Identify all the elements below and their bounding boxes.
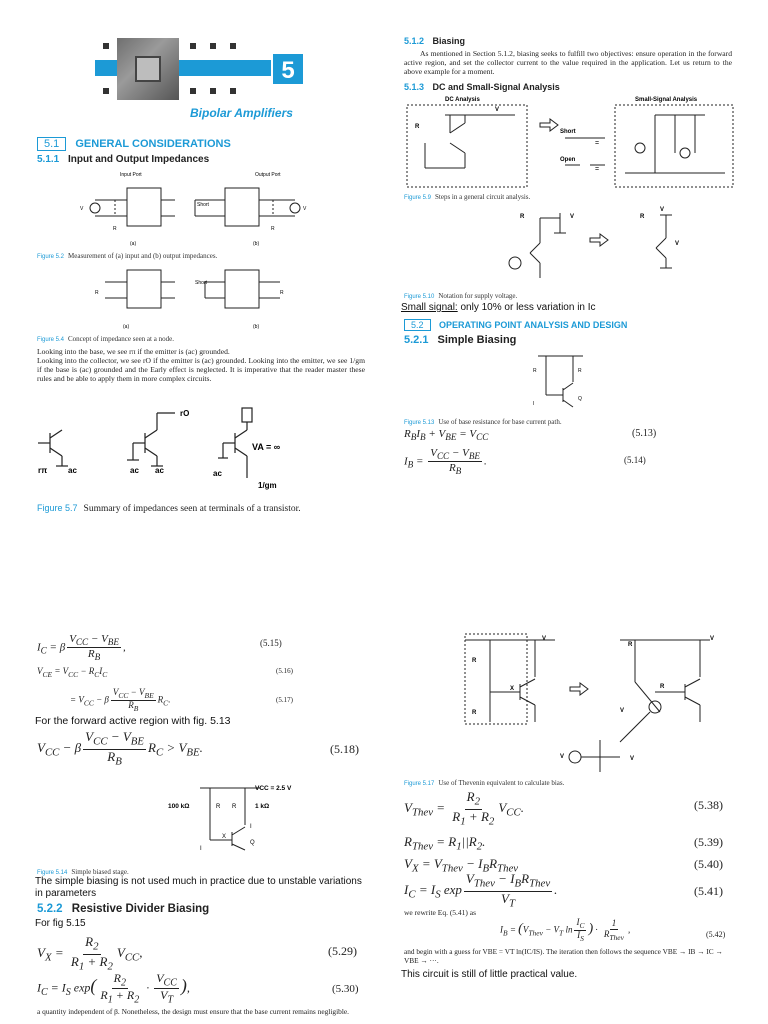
fig59-open: Open bbox=[560, 157, 576, 163]
equation-5-30-number: (5.30) bbox=[332, 983, 359, 995]
section-5-1-1-number: 5.1.1 bbox=[37, 154, 60, 165]
svg-text:=: = bbox=[595, 140, 600, 147]
equation-5-15-number: (5.15) bbox=[260, 638, 282, 648]
fig59-short: Short bbox=[560, 129, 576, 135]
svg-text:R: R bbox=[415, 124, 420, 130]
section-5-1-2-title: Biasing bbox=[432, 36, 466, 46]
section-5-1-1-title: Input and Output Impedances bbox=[68, 154, 210, 165]
equation-5-41-number: (5.41) bbox=[694, 884, 723, 898]
equation-5-29-number: (5.29) bbox=[328, 944, 357, 958]
section-5-2-1-heading bbox=[404, 334, 516, 346]
fig59-ss-label: Small-Signal Analysis bbox=[635, 97, 698, 103]
figure-5-17-diagram bbox=[460, 632, 735, 777]
svg-text:V: V bbox=[630, 756, 635, 762]
fig57-ro: rO bbox=[180, 409, 190, 418]
fig57-gm: 1/gm bbox=[258, 481, 277, 490]
body-line-collector-emitter: Looking into the collector, we see rO if the emitter is (ac) grounded. Looking into the emitter, we see 1/gm if the base is (ac) grounded and the Early effect is neglected. It is imperative that the reader master these rules and be able to apply them in more complex circuits. bbox=[37, 356, 365, 383]
forward-active-note: For the forward active region with fig. 5.13 bbox=[35, 715, 231, 727]
figure-5-13-diagram bbox=[528, 350, 598, 412]
equation-5-38-number: (5.38) bbox=[694, 798, 723, 812]
fig54-short: Short bbox=[195, 280, 207, 286]
section-5-1-heading bbox=[37, 137, 231, 151]
equation-5-13-number: (5.13) bbox=[632, 428, 657, 439]
equation-5-42: $I_B = (V_{Thev} - V_T$ ln $\frac{I_C}{I_S}$ ) · $\frac{1}{R_{Thev}}$ , bbox=[500, 917, 631, 943]
figure-5-7-caption: Figure 5.7 Summary of impedances seen at terminals of a transistor. bbox=[37, 503, 301, 514]
svg-text:V: V bbox=[560, 754, 565, 760]
section-5-2-number: 5.2 bbox=[404, 319, 431, 331]
figure-5-9-caption: Figure 5.9 Steps in a general circuit analysis. bbox=[404, 193, 531, 201]
figure-5-4-diagram bbox=[75, 262, 325, 332]
equation-5-14: $I_B$ = $\frac{V_{CC} - V_{BE}}{R_B}$ . bbox=[404, 447, 487, 477]
section-5-2-1-title: Simple Biasing bbox=[437, 334, 517, 346]
fig52-input-port: Input Port bbox=[120, 172, 142, 178]
section-5-2-title: OPERATING POINT ANALYSIS AND DESIGN bbox=[439, 320, 628, 330]
section-5-1-title: GENERAL CONSIDERATIONS bbox=[75, 138, 231, 150]
equation-5-40-number: (5.40) bbox=[694, 857, 723, 871]
section-5-1-1-heading bbox=[37, 154, 209, 165]
equation-5-39-number: (5.39) bbox=[694, 835, 723, 849]
fig514-rb: 100 kΩ bbox=[168, 803, 190, 810]
equation-5-16-number: (5.16) bbox=[276, 667, 293, 675]
section-5-1-2-heading bbox=[404, 36, 465, 46]
figure-5-14-caption: Figure 5.14 Simple biased stage. bbox=[37, 868, 129, 876]
figure-5-9-diagram bbox=[405, 93, 735, 193]
section-5-2-2-heading bbox=[37, 903, 209, 915]
figure-5-2-diagram bbox=[75, 168, 325, 250]
svg-text:R: R bbox=[533, 368, 537, 374]
simple-biasing-note: The simple biasing is not used much in practice due to unstable variations in parameters bbox=[35, 876, 362, 899]
svg-text:I: I bbox=[533, 401, 535, 407]
svg-text:V: V bbox=[80, 206, 84, 212]
svg-text:R: R bbox=[271, 226, 275, 232]
fig57-rpi: rπ bbox=[38, 466, 48, 475]
svg-text:V: V bbox=[495, 107, 500, 113]
fig52-short: Short bbox=[197, 202, 209, 208]
equation-5-18: $V_{CC} - \beta$ $\frac{V_{CC} - V_{BE}}{R_B}$ $R_C > V_{BE}$. bbox=[37, 729, 203, 768]
equation-5-42-number: (5.42) bbox=[706, 930, 726, 939]
svg-text:I: I bbox=[200, 846, 202, 852]
svg-text:V: V bbox=[570, 214, 575, 220]
chapter-banner bbox=[95, 38, 305, 100]
svg-text:V: V bbox=[542, 636, 547, 642]
svg-text:R: R bbox=[113, 226, 117, 232]
svg-text:R: R bbox=[520, 214, 525, 220]
equation-5-16: $V_{CE} = V_{CC} - R_CI_C$ bbox=[37, 666, 108, 679]
fig52-output-port: Output Port bbox=[255, 172, 281, 178]
figure-5-4-caption: Figure 5.4 Concept of impedance seen at a node. bbox=[37, 335, 174, 343]
section-5-2-2-number: 5.2.2 bbox=[37, 903, 63, 915]
equation-5-39: $R_{Thev} = R_1||R_2$. bbox=[404, 834, 486, 853]
equation-5-14-number: (5.14) bbox=[624, 455, 646, 465]
fig514-vcc: VCC = 2.5 V bbox=[255, 785, 292, 792]
svg-text:R: R bbox=[472, 710, 477, 716]
figure-5-13-caption: Figure 5.13 Use of base resistance for base current path. bbox=[404, 418, 562, 426]
svg-text:X: X bbox=[510, 686, 515, 692]
fig57-ac2: ac bbox=[130, 466, 139, 475]
figure-5-10-diagram bbox=[490, 203, 730, 283]
svg-text:R: R bbox=[640, 214, 645, 220]
svg-text:V: V bbox=[660, 207, 665, 213]
equation-5-29: $V_X$ = $\frac{R_2}{R_1 + R_2}$ $V_{CC}$, bbox=[37, 934, 143, 973]
biasing-paragraph: As mentioned in Section 5.1.2, biasing seeks to fulfill two objectives: ensure operation in the forward active region, and set the collector current to the value required in the application. Let us return to the above example for a moment. bbox=[404, 49, 732, 76]
equation-5-17: = $V_{CC} - \beta$ $\frac{V_{CC} - V_{BE}}{R_B}$ $R_C$. bbox=[70, 687, 171, 713]
svg-text:Q: Q bbox=[578, 396, 582, 402]
figure-5-2-caption: Figure 5.2 Measurement of (a) input and (b) output impedances. bbox=[37, 252, 218, 260]
equation-5-17-number: (5.17) bbox=[276, 696, 293, 704]
svg-text:R: R bbox=[280, 290, 284, 296]
fig52-b: (b) bbox=[253, 241, 260, 247]
figure-5-7-diagram bbox=[30, 398, 300, 498]
fig54-a: (a) bbox=[123, 324, 130, 330]
fig59-dc-label: DC Analysis bbox=[445, 97, 480, 103]
fig52-a: (a) bbox=[130, 241, 137, 247]
section-5-1-2-number: 5.1.2 bbox=[404, 36, 425, 46]
chapter-number: 5 bbox=[271, 52, 305, 86]
svg-text:V: V bbox=[675, 241, 680, 247]
little-practical-note: This circuit is still of little practical value. bbox=[401, 969, 578, 980]
body-line-base: Looking into the base, we see rπ if the emitter is (ac) grounded. bbox=[37, 347, 230, 356]
fig57-ac4: ac bbox=[213, 469, 222, 478]
section-5-2-heading bbox=[404, 319, 627, 331]
fig514-rc: 1 kΩ bbox=[255, 803, 270, 810]
section-5-1-3-number: 5.1.3 bbox=[404, 82, 425, 92]
svg-text:X: X bbox=[222, 834, 227, 840]
equation-5-18-number: (5.18) bbox=[330, 742, 359, 756]
svg-text:R: R bbox=[472, 658, 477, 664]
svg-text:=: = bbox=[595, 166, 600, 173]
section-5-1-3-title: DC and Small-Signal Analysis bbox=[432, 82, 560, 92]
fig57-ac1: ac bbox=[68, 466, 77, 475]
equation-5-40: $V_X = V_{Thev} - I_BR_{Thev}$ bbox=[404, 856, 519, 875]
figure-5-14-diagram bbox=[160, 780, 330, 852]
section-5-1-3-heading bbox=[404, 82, 560, 92]
svg-text:R: R bbox=[216, 804, 221, 810]
svg-text:V: V bbox=[620, 708, 625, 714]
svg-text:R: R bbox=[578, 368, 582, 374]
section-5-1-number: 5.1 bbox=[37, 137, 66, 151]
for-fig-note: For fig 5.15 bbox=[35, 918, 86, 929]
svg-text:I: I bbox=[250, 824, 252, 830]
svg-text:R: R bbox=[95, 290, 99, 296]
svg-text:V: V bbox=[303, 206, 307, 212]
impedance-rules-text bbox=[37, 347, 365, 383]
equation-5-41: $I_C = I_S$ exp $\frac{V_{Thev} - I_BR_{Thev}}{V_T}$ . bbox=[404, 871, 558, 910]
section-5-2-2-title: Resistive Divider Biasing bbox=[71, 903, 210, 915]
fig57-va: VA = ∞ bbox=[252, 442, 281, 452]
rewrite-text: we rewrite Eq. (5.41) as bbox=[404, 908, 477, 917]
figure-5-17-caption: Figure 5.17 Use of Thevenin equivalent to calculate bias. bbox=[404, 779, 565, 787]
figure-5-10-caption: Figure 5.10 Notation for supply voltage. bbox=[404, 292, 518, 300]
fig54-b: (b) bbox=[253, 324, 260, 330]
svg-text:R: R bbox=[660, 684, 665, 690]
equation-5-38: $V_{Thev}$ = $\frac{R_2}{R_1 + R_2}$ $V_{CC}$. bbox=[404, 789, 524, 828]
equation-5-30: $I_C = I_S$ exp( $\frac{R_2}{R_1 + R_2}$ · $\frac{V_{CC}}{V_T}$ ), bbox=[37, 971, 190, 1006]
svg-text:Q: Q bbox=[250, 840, 255, 846]
section-5-2-1-number: 5.2.1 bbox=[404, 334, 429, 346]
svg-text:R: R bbox=[232, 804, 237, 810]
svg-text:R: R bbox=[628, 642, 633, 648]
equation-5-13: $R_BI_B + V_{BE} = V_{CC}$ bbox=[404, 428, 489, 443]
fig57-ac3: ac bbox=[155, 466, 164, 475]
svg-text:V: V bbox=[710, 636, 715, 642]
equation-5-15: $I_C = \beta$ $\frac{V_{CC} - V_{BE}}{R_B}$ , bbox=[37, 633, 126, 663]
iteration-text: and begin with a guess for VBE = VT ln(IC/IS). The iteration then follows the sequence VBE → IB → IC → VBE → ···. bbox=[404, 947, 723, 965]
tail-paragraph: a quantity independent of β. Nonetheless, the design must ensure that the base current remains negligible. bbox=[37, 1007, 350, 1016]
chapter-title: Bipolar Amplifiers bbox=[190, 106, 293, 120]
small-signal-note: Small signal: only 10% or less variation in Ic bbox=[401, 302, 596, 313]
